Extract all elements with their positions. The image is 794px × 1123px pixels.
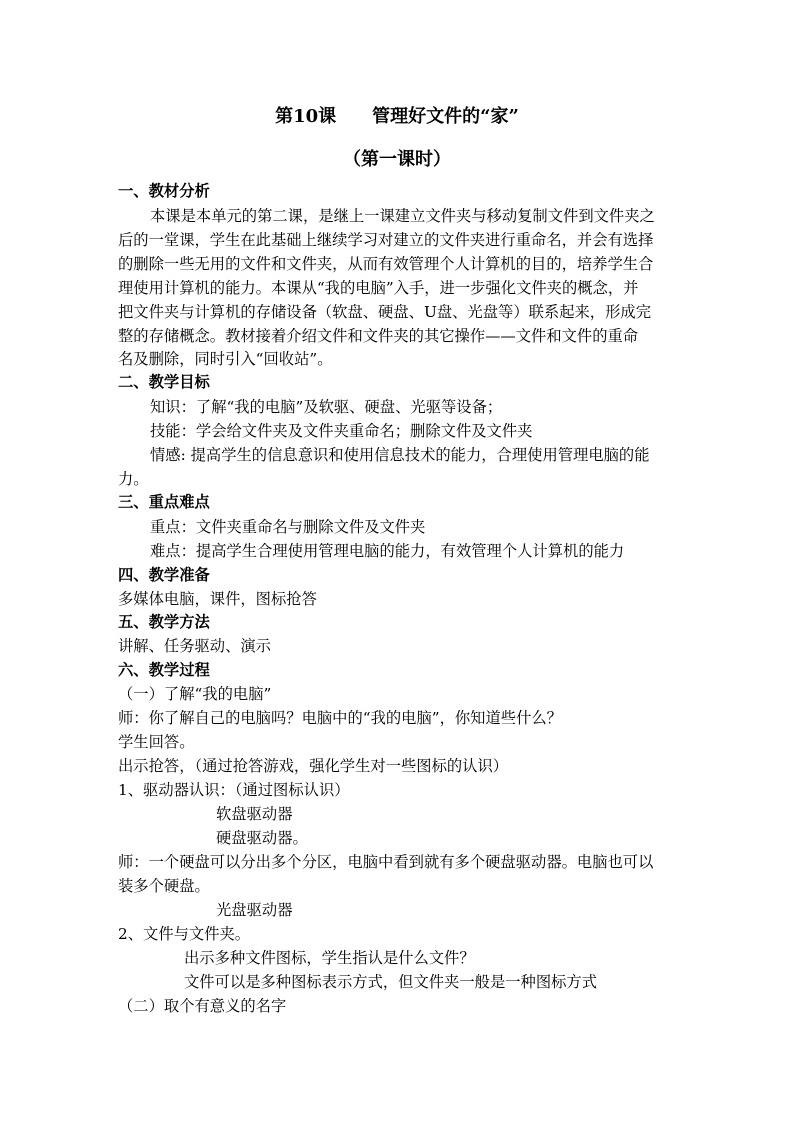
goal-emotion-continued: 力。 — [118, 470, 149, 488]
process-line: 师：一个硬盘可以分出多个分区，电脑中看到就有多个硬盘驱动器。电脑也可以 — [118, 853, 654, 871]
paragraph-line: 的删除一些无用的文件和文件夹，从而有效管理个人计算机的目的，培养学生合 — [118, 255, 654, 273]
process-line: 师：你了解自己的电脑吗？电脑中的“我的电脑”，你知道些什么？ — [118, 709, 562, 727]
process-line: 2、文件与文件夹。 — [118, 925, 251, 943]
section-heading-teaching-goals: 二、教学目标 — [118, 373, 210, 391]
subsection-title: （二）取个有意义的名字 — [118, 997, 287, 1015]
process-line: 学生回答。 — [118, 733, 195, 751]
paragraph-line: 理使用计算机的能力。本课从“我的电脑”入手，进一步强化文件夹的概念，并 — [118, 279, 639, 297]
process-line: 装多个硬盘。 — [118, 877, 210, 895]
paragraph-line: 名及删除，同时引入“回收站”。 — [118, 350, 333, 368]
paragraph-line: 后的一堂课，学生在此基础上继续学习对建立的文件夹进行重命名，并会有选择 — [118, 231, 654, 249]
process-line: 出示多种文件图标，学生指认是什么文件？ — [184, 949, 475, 967]
process-line: 软盘驱动器 — [216, 805, 293, 823]
section-heading-key-points: 三、重点难点 — [118, 493, 210, 511]
process-line: 1、驱动器认识：（通过图标认识） — [118, 781, 350, 799]
subsection-title: （一）了解“我的电脑” — [118, 685, 272, 703]
process-line: 硬盘驱动器。 — [216, 829, 308, 847]
section-heading-process: 六、教学过程 — [118, 661, 210, 679]
methods-text: 讲解、任务驱动、演示 — [118, 637, 271, 655]
process-line: 光盘驱动器 — [216, 901, 293, 919]
section-heading-methods: 五、教学方法 — [118, 613, 210, 631]
paragraph-line: 本课是本单元的第二课，是继上一课建立文件夹与移动复制文件到文件夹之 — [150, 207, 655, 225]
difficult-point: 难点：提高学生合理使用管理电脑的能力，有效管理个人计算机的能力 — [150, 542, 625, 560]
paragraph-line: 把文件夹与计算机的存储设备（软盘、硬盘、U盘、光盘等）联系起来，形成完 — [118, 303, 651, 321]
process-line: 文件可以是多种图标表示方式，但文件夹一般是一种图标方式 — [184, 973, 598, 991]
section-heading-preparation: 四、教学准备 — [118, 566, 210, 584]
lesson-title: 第10课 管理好文件的“家” — [275, 106, 519, 127]
key-point: 重点：文件夹重命名与删除文件及文件夹 — [150, 518, 426, 536]
paragraph-line: 整的存储概念。教材接着介绍文件和文件夹的其它操作——文件和文件的重命 — [118, 327, 639, 345]
preparation-text: 多媒体电脑，课件，图标抢答 — [118, 590, 317, 608]
goal-emotion: 情感: 提高学生的信息意识和使用信息技术的能力，合理使用管理电脑的能 — [150, 446, 650, 464]
section-heading-material-analysis: 一、教材分析 — [118, 182, 210, 200]
process-line: 出示抢答，（通过抢答游戏，强化学生对一些图标的认识） — [118, 757, 509, 775]
goal-skill: 技能：学会给文件夹及文件夹重命名；删除文件及文件夹 — [150, 422, 533, 440]
lesson-subtitle: （第一课时） — [343, 149, 451, 170]
goal-knowledge: 知识：了解“我的电脑”及软驱、硬盘、光驱等设备； — [150, 398, 503, 416]
